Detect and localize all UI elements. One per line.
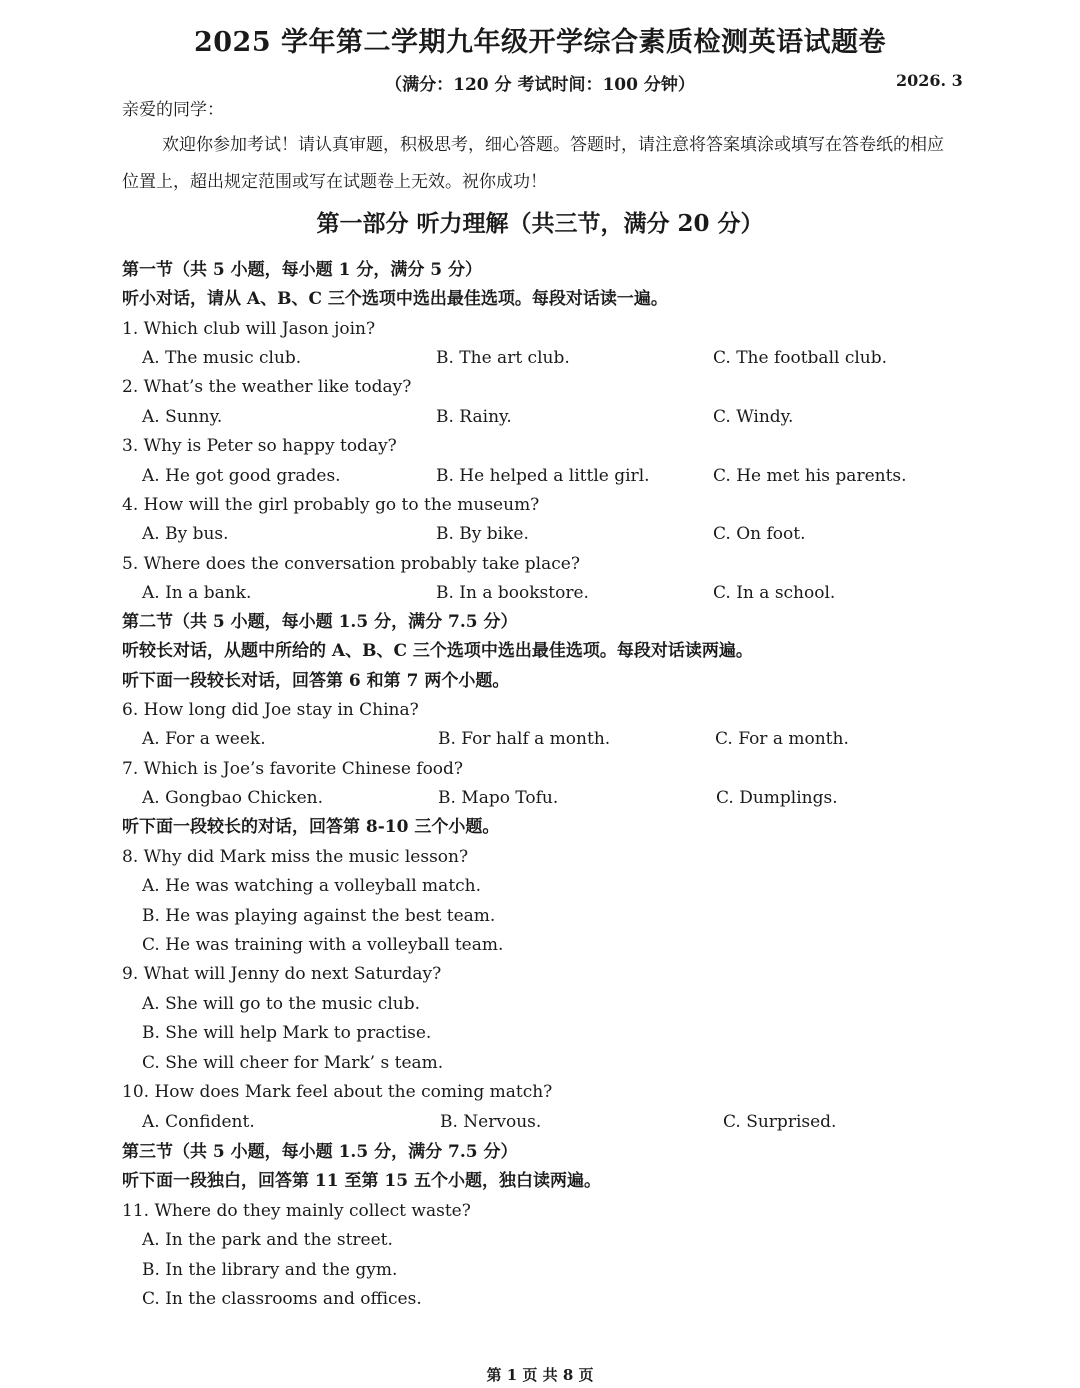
section2-instruction: 听较长对话，从题中所给的 A、B、C 三个选项中选出最佳选项。每段对话读两遍。 <box>122 641 753 661</box>
exam-subtitle: （满分：120 分 考试时间：100 分钟） <box>385 75 695 95</box>
question-1-options <box>122 344 922 373</box>
question-3-stem: 3. Why is Peter so happy today? <box>122 436 397 456</box>
q6-option-c: C. For a month. <box>715 729 849 749</box>
q9-option-c: C. She will cheer for Mark’ s team. <box>142 1053 444 1073</box>
section3-instruction: 听下面一段独白，回答第 11 至第 15 五个小题，独白读两遍。 <box>122 1171 601 1191</box>
q1-option-c: C. The football club. <box>713 348 888 368</box>
q11-option-c: C. In the classrooms and offices. <box>142 1289 422 1309</box>
question-2-stem: 2. What’s the weather like today? <box>122 377 412 397</box>
question-8-stem: 8. Why did Mark miss the music lesson? <box>122 847 469 867</box>
section3-heading: 第三节（共 5 小题，每小题 1.5 分，满分 7.5 分） <box>122 1142 518 1162</box>
question-10-options <box>122 1108 922 1137</box>
q1-option-a: A. The music club. <box>142 348 302 368</box>
q2-option-a: A. Sunny. <box>142 407 223 427</box>
question-1-stem: 1. Which club will Jason join? <box>122 319 376 339</box>
question-10-stem: 10. How does Mark feel about the coming match? <box>122 1082 553 1102</box>
part1-title: 第一部分 听力理解（共三节，满分 20 分） <box>316 210 764 237</box>
q4-option-b: B. By bike. <box>436 524 529 544</box>
q3-option-c: C. He met his parents. <box>713 466 907 486</box>
q11-option-b: B. In the library and the gym. <box>142 1260 398 1280</box>
q11-option-a: A. In the park and the street. <box>142 1230 393 1250</box>
question-4-stem: 4. How will the girl probably go to the museum? <box>122 495 540 515</box>
question-7-stem: 7. Which is Joe’s favorite Chinese food? <box>122 759 464 779</box>
question-5-stem: 5. Where does the conversation probably take place? <box>122 554 580 574</box>
q2-option-b: B. Rainy. <box>436 407 512 427</box>
q3-option-b: B. He helped a little girl. <box>436 466 650 486</box>
question-11-stem: 11. Where do they mainly collect waste? <box>122 1201 471 1221</box>
page-number: 第 1 页 共 8 页 <box>486 1366 594 1384</box>
q7-option-a: A. Gongbao Chicken. <box>142 788 324 808</box>
section1-instruction: 听小对话，请从 A、B、C 三个选项中选出最佳选项。每段对话读一遍。 <box>122 289 668 309</box>
section1-heading: 第一节（共 5 小题，每小题 1 分，满分 5 分） <box>122 260 482 280</box>
section2-sub1: 听下面一段较长对话，回答第 6 和第 7 两个小题。 <box>122 671 510 691</box>
q10-option-a: A. Confident. <box>142 1112 255 1132</box>
q6-option-b: B. For half a month. <box>438 729 611 749</box>
q6-option-a: A. For a week. <box>142 729 266 749</box>
q5-option-c: C. In a school. <box>713 583 836 603</box>
q7-option-c: C. Dumplings. <box>716 788 838 808</box>
q2-option-c: C. Windy. <box>713 407 794 427</box>
intro-paragraph: 欢迎你参加考试！请认真审题，积极思考，细心答题。答题时，请注意将答案填涂或填写在答卷纸的相应位置上，超出规定范围或写在试题卷上无效。祝你成功！ <box>122 135 944 192</box>
question-5-options <box>122 579 922 608</box>
question-6-options <box>122 725 922 754</box>
q4-option-c: C. On foot. <box>713 524 806 544</box>
question-4-options <box>122 520 922 549</box>
section2-sub2: 听下面一段较长的对话，回答第 8-10 三个小题。 <box>122 817 500 837</box>
q1-option-b: B. The art club. <box>436 348 570 368</box>
q3-option-a: A. He got good grades. <box>142 466 341 486</box>
q5-option-b: B. In a bookstore. <box>436 583 589 603</box>
q10-option-b: B. Nervous. <box>440 1112 542 1132</box>
q8-option-c: C. He was training with a volleyball team. <box>142 935 504 955</box>
exam-title: 2025 学年第二学期九年级开学综合素质检测英语试题卷 <box>193 27 887 58</box>
q8-option-a: A. He was watching a volleyball match. <box>142 876 482 896</box>
q10-option-c: C. Surprised. <box>723 1112 837 1132</box>
greeting: 亲爱的同学： <box>122 100 224 120</box>
exam-date: 2026. 3 <box>896 71 963 90</box>
section2-heading: 第二节（共 5 小题，每小题 1.5 分，满分 7.5 分） <box>122 612 518 632</box>
q4-option-a: A. By bus. <box>142 524 229 544</box>
question-6-stem: 6. How long did Joe stay in China? <box>122 700 419 720</box>
question-3-options <box>122 462 922 491</box>
q5-option-a: A. In a bank. <box>142 583 252 603</box>
q9-option-a: A. She will go to the music club. <box>142 994 420 1014</box>
q9-option-b: B. She will help Mark to practise. <box>142 1023 432 1043</box>
question-9-stem: 9. What will Jenny do next Saturday? <box>122 964 442 984</box>
question-2-options <box>122 403 922 432</box>
q7-option-b: B. Mapo Tofu. <box>438 788 559 808</box>
question-7-options <box>122 784 922 813</box>
q8-option-b: B. He was playing against the best team. <box>142 906 496 926</box>
